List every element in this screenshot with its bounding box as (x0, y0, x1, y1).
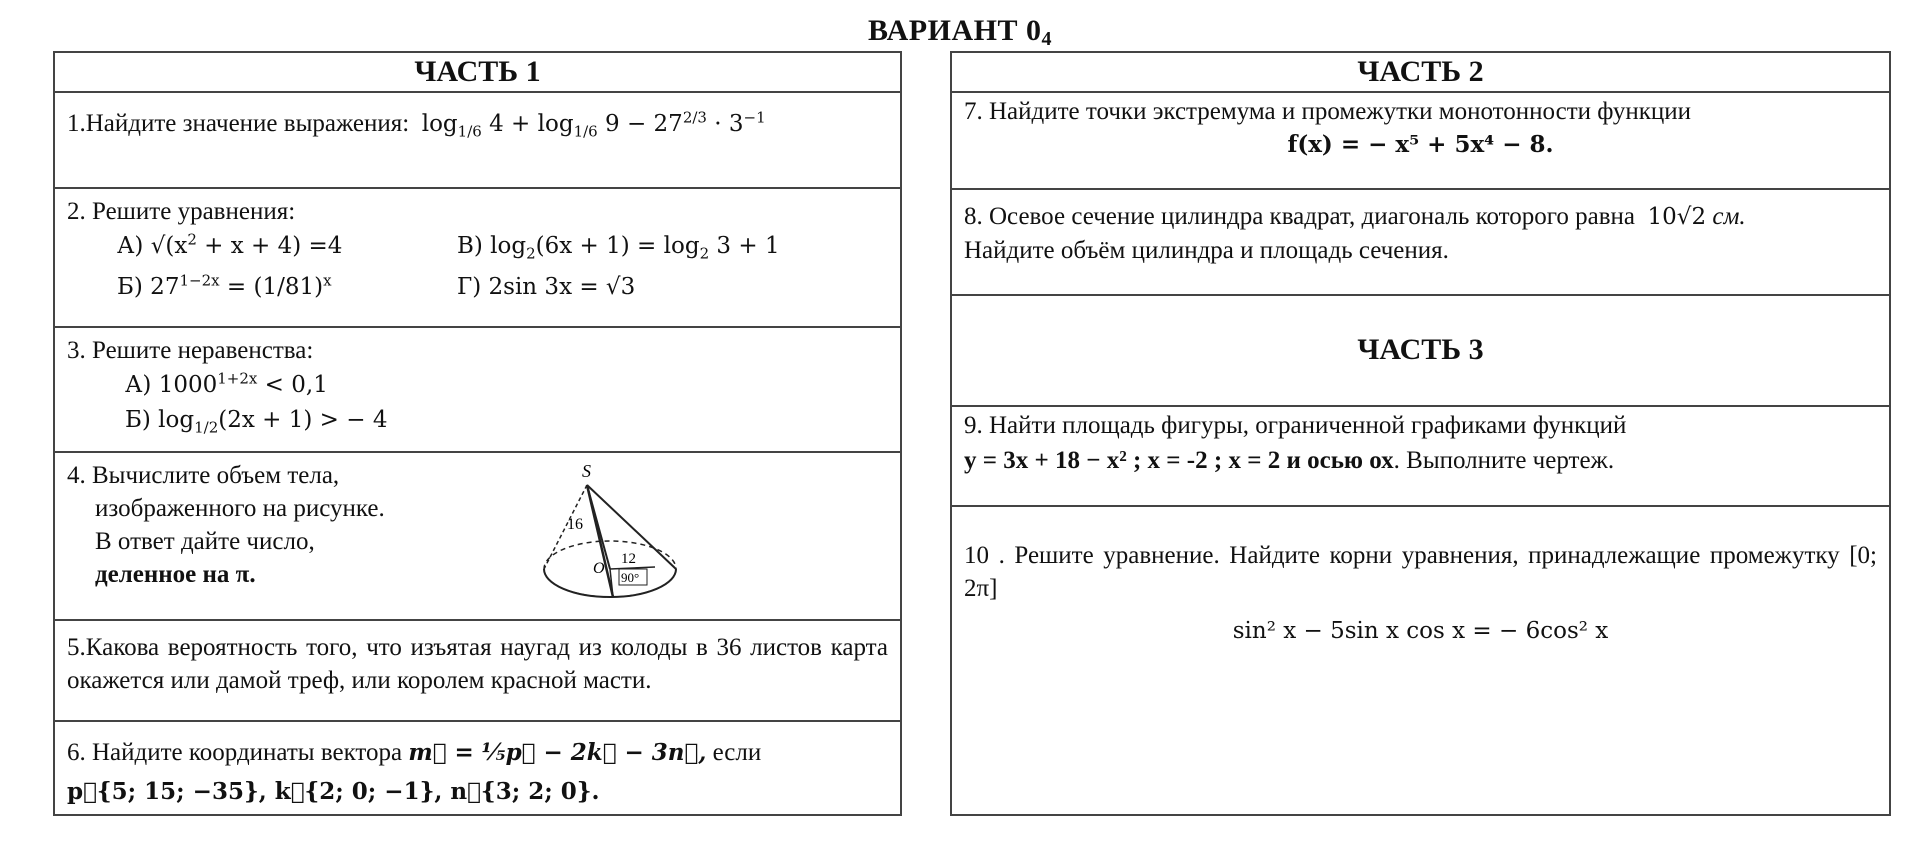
cone-figure (525, 459, 685, 609)
task-6: 6. Найдите координаты вектора m⃗ = ⅕p⃗ − 2k⃗ − 3n⃗, если p⃗{5; 15; −35}, k⃗{2; 0; −1}, n⃗{3; 2; 0}. (55, 722, 900, 818)
angle-label: 90° (621, 570, 640, 585)
task-6-expression: m⃗ = ⅕p⃗ − 2k⃗ − 3n⃗, (408, 739, 707, 766)
task-3: 3. Решите неравенства: А) $1000^{1+2x} < 0,1$ Б) $\log_{1/2}(2x + 1)$ > − 4 (55, 328, 900, 453)
center-label: O (593, 560, 605, 577)
task-5: 5.Какова вероятность того, что изъятая наугад из колоды в 36 листов карта окажется или дамой треф, или королем красной масти. (55, 621, 900, 722)
task-4: 4. Вычислите объем тела, изображенного на рисунке. В ответ дайте число, деленное на π. S 16 O 12 90° (55, 453, 900, 621)
radius-label: 12 (621, 551, 636, 567)
task-2g: Г) 2sin 3x = √3 (457, 274, 636, 300)
task-3a: А) $1000^{1+2x} < 0,1$ (125, 369, 328, 398)
task-1: 1.Найдите значение выражения: $\log_{1/6} 4 + \log_{1/6} 9 - 27^{2/3} \cdot 3^{-1}$ (55, 93, 900, 189)
task-2a: А) $√(x^2 + x + 4) =4$ (117, 230, 343, 259)
task-1-expression: $\log_{1/6} 4 + \log_{1/6} 9 - 27^{2/3} \cdot 3^{-1}$ (421, 108, 766, 141)
task-2: 2. Решите уравнения: А) $√(x^2 + x + 4) =4$ В) $\log_2(6x + 1) = \log_2 3 + 1$ Б) $27^{1-2x} = (1/81)^x$ Г) 2sin 3x = √3 (55, 189, 900, 328)
part3-header: ЧАСТЬ 3 (1357, 333, 1484, 366)
part1-panel (53, 51, 902, 816)
task-2v: В) $\log_2(6x + 1) = \log_2 3 + 1$ (457, 233, 780, 263)
task-8-diagonal: 10√2 (1647, 204, 1707, 230)
apex-label: S (582, 461, 591, 481)
task-7-function: f(x) = − x⁵ + 5x⁴ − 8. (1287, 131, 1554, 158)
part2-panel (950, 51, 1891, 816)
task-10: 10 . Решите уравнение. Найдите корни уравнения, принадлежащие промежутку [0; 2π] sin² x − 5sin x cos x = − 6cos² x (952, 507, 1889, 818)
variant-title: ВАРИАНТ 04 (868, 14, 1052, 50)
part2-header: ЧАСТЬ 2 (952, 53, 1889, 93)
task-9: 9. Найти площадь фигуры, ограниченной графиками функций y = 3x + 18 − x² ; x = -2 ; x = 2 и осью ох. Выполните чертеж. (952, 407, 1889, 507)
part3-header-row (952, 296, 1889, 407)
task-10-equation: sin² x − 5sin x cos x = − 6cos² x (1232, 618, 1609, 644)
task-7: 7. Найдите точки экстремума и промежутки монотонности функции f(x) = − x⁵ + 5x⁴ − 8. (952, 93, 1889, 190)
task-2b: Б) $27^{1-2x} = (1/81)^x$ (117, 271, 332, 300)
task-3b: Б) $\log_{1/2}(2x + 1)$ > − 4 (125, 407, 388, 437)
part1-header: ЧАСТЬ 1 (55, 53, 900, 93)
slant-label: 16 (567, 516, 583, 533)
task-8: 8. Осевое сечение цилиндра квадрат, диагональ которого равна 10√2 см. Найдите объём цилиндра и площадь сечения. (952, 190, 1889, 296)
task-9-functions: y = 3x + 18 − x² ; x = -2 ; x = 2 и осью ох (964, 447, 1394, 474)
task-6-vectors: p⃗{5; 15; −35}, k⃗{2; 0; −1}, n⃗{3; 2; 0}. (67, 778, 600, 805)
